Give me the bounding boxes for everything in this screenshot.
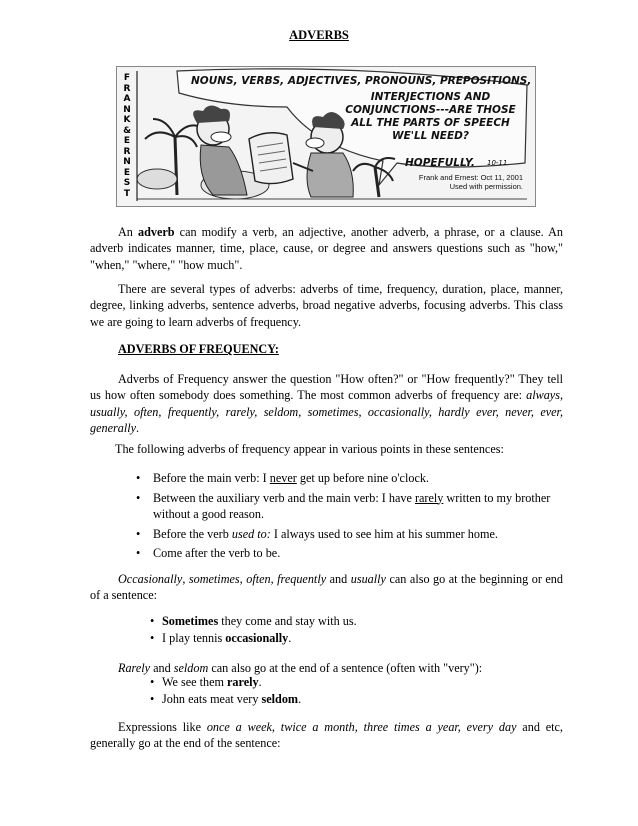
bold-term: adverb [138,225,175,239]
list-item [150,674,580,691]
text: John eats meat very [162,691,262,706]
paragraph-frequency-intro [90,371,563,436]
strip-letter: R [123,146,131,157]
list-item [136,490,566,523]
strip-letter: E [123,167,131,178]
text: , [239,572,247,586]
bullet-icon: • [150,691,155,706]
bullet-list-rarely-seldom [150,674,580,707]
list-item [136,470,566,487]
comic-date-mark: 10-11 [487,159,508,167]
bold-term: seldom [261,691,299,706]
strip-letter: A [123,94,131,104]
text: , [182,572,189,586]
italic-list: once a week, twice a month, three times a year, every day [206,720,517,734]
text: . [288,630,292,645]
comic-credit [411,173,523,191]
text: Before the main verb: I [153,471,270,485]
text: Between the auxiliary verb and the main verb: I have [153,490,415,505]
text: There are several types of adverbs: adverbs of time, frequency, duration, place, manner, degree, linking adverbs, sentence adverbs, broad negative adverbs, focusing adverbs. This class we are going to learn adverbs of frequency. [90,282,563,329]
strip-letter: S [123,178,131,188]
text: Come after the verb to be. [153,546,281,560]
paragraph-positions-intro: The following adverbs of frequency appear in various points in these sentences: [115,442,504,456]
strip-letter: E [123,136,131,146]
text: can modify a verb, an adjective, another adverb, a phrase, or a clause. An adverb indicates manner, time, place, cause, or degree and answers questions such as "how," "when," "where," "how much". [90,225,563,272]
text: and [326,572,351,586]
text: written to my brother without a good reason. [153,490,551,521]
text: and [150,661,174,675]
bullet-list-beginning-end [150,613,580,646]
text: I always used to see him at his summer home. [270,526,498,541]
bullet-icon: • [150,630,155,645]
italic-term: Occasionally [118,572,183,586]
text: can also go at the beginning or end of a sentence: [90,572,563,603]
bullet-icon: • [136,526,141,541]
italic-term: seldom [173,661,209,675]
bullet-list-positions [136,470,566,562]
comic-strip-image [116,66,536,207]
text: Adverbs of Frequency answer the question "How often?" or "How frequently?" They tell us how often somebody does something. The most common adverbs of frequency are: [90,372,563,403]
text: . [298,691,302,706]
underlined-term: rarely [414,490,444,505]
text: An [118,225,138,239]
text: and etc, generally go at the end of the sentence: [90,720,563,751]
bullet-icon: • [136,471,141,485]
text: , [270,572,278,586]
strip-letter: F [123,73,131,83]
italic-term: frequently [277,572,327,586]
comic-bubble-text-3: HOPEFULLY. [405,157,475,169]
bold-term: occasionally [225,630,289,645]
bullet-icon: • [136,546,141,560]
section-heading: ADVERBS OF FREQUENCY: [118,342,279,356]
strip-letter: N [123,104,131,115]
text: . [136,420,140,435]
list-item [136,526,566,543]
strip-letter: & [123,125,131,136]
credit-line-2: Used with permission. [449,182,523,191]
list-item [150,630,580,647]
comic-bubble-text-2: INTERJECTIONS AND CONJUNCTIONS---ARE THOSE ALL THE PARTS OF SPEECH WE'LL NEED? [345,91,516,142]
bullet-icon: • [150,614,155,628]
strip-letter: N [123,157,131,167]
page-title: ADVERBS [289,28,349,42]
paragraph-adverb-definition [90,224,563,273]
italic-term: often [246,572,271,586]
list-item [150,691,580,708]
list-item [136,545,566,562]
paragraph-adverb-types [90,281,563,330]
text: Expressions like [118,720,207,734]
bold-term: Sometimes [162,614,219,628]
bold-term: rarely [227,675,259,689]
bullet-icon: • [150,675,155,689]
text: I play tennis [162,630,226,645]
comic-strip-name [121,73,133,199]
text: get up before nine o'clock. [296,471,429,485]
strip-letter: K [123,115,131,125]
text: they come and stay with us. [218,614,357,628]
bullet-icon: • [136,490,141,505]
italic-list: always, usually, often, frequently, rarely, seldom, sometimes, occasionally, hardly ever, never, ever, generally [90,388,563,435]
italic-term: sometimes [188,572,240,586]
paragraph-beginning-end [90,571,563,604]
strip-letter: R [123,83,131,94]
comic-bubble-text-1: NOUNS, VERBS, ADJECTIVES, PRONOUNS, PREPOSITIONS, [191,75,532,87]
list-item [150,613,580,630]
italic-term: Rarely [118,661,151,675]
underlined-term: never [269,471,297,485]
text: can also go at the end of a sentence (often with "very"): [208,661,483,675]
text: . [258,675,262,689]
italic-term: usually [350,572,386,586]
italic-term: used to: [231,526,271,541]
credit-line-1: Frank and Ernest: Oct 11, 2001 [418,173,523,182]
paragraph-expressions [90,719,563,752]
text: We see them [162,675,228,689]
strip-letter: T [123,188,131,199]
text: Before the verb [153,526,232,541]
